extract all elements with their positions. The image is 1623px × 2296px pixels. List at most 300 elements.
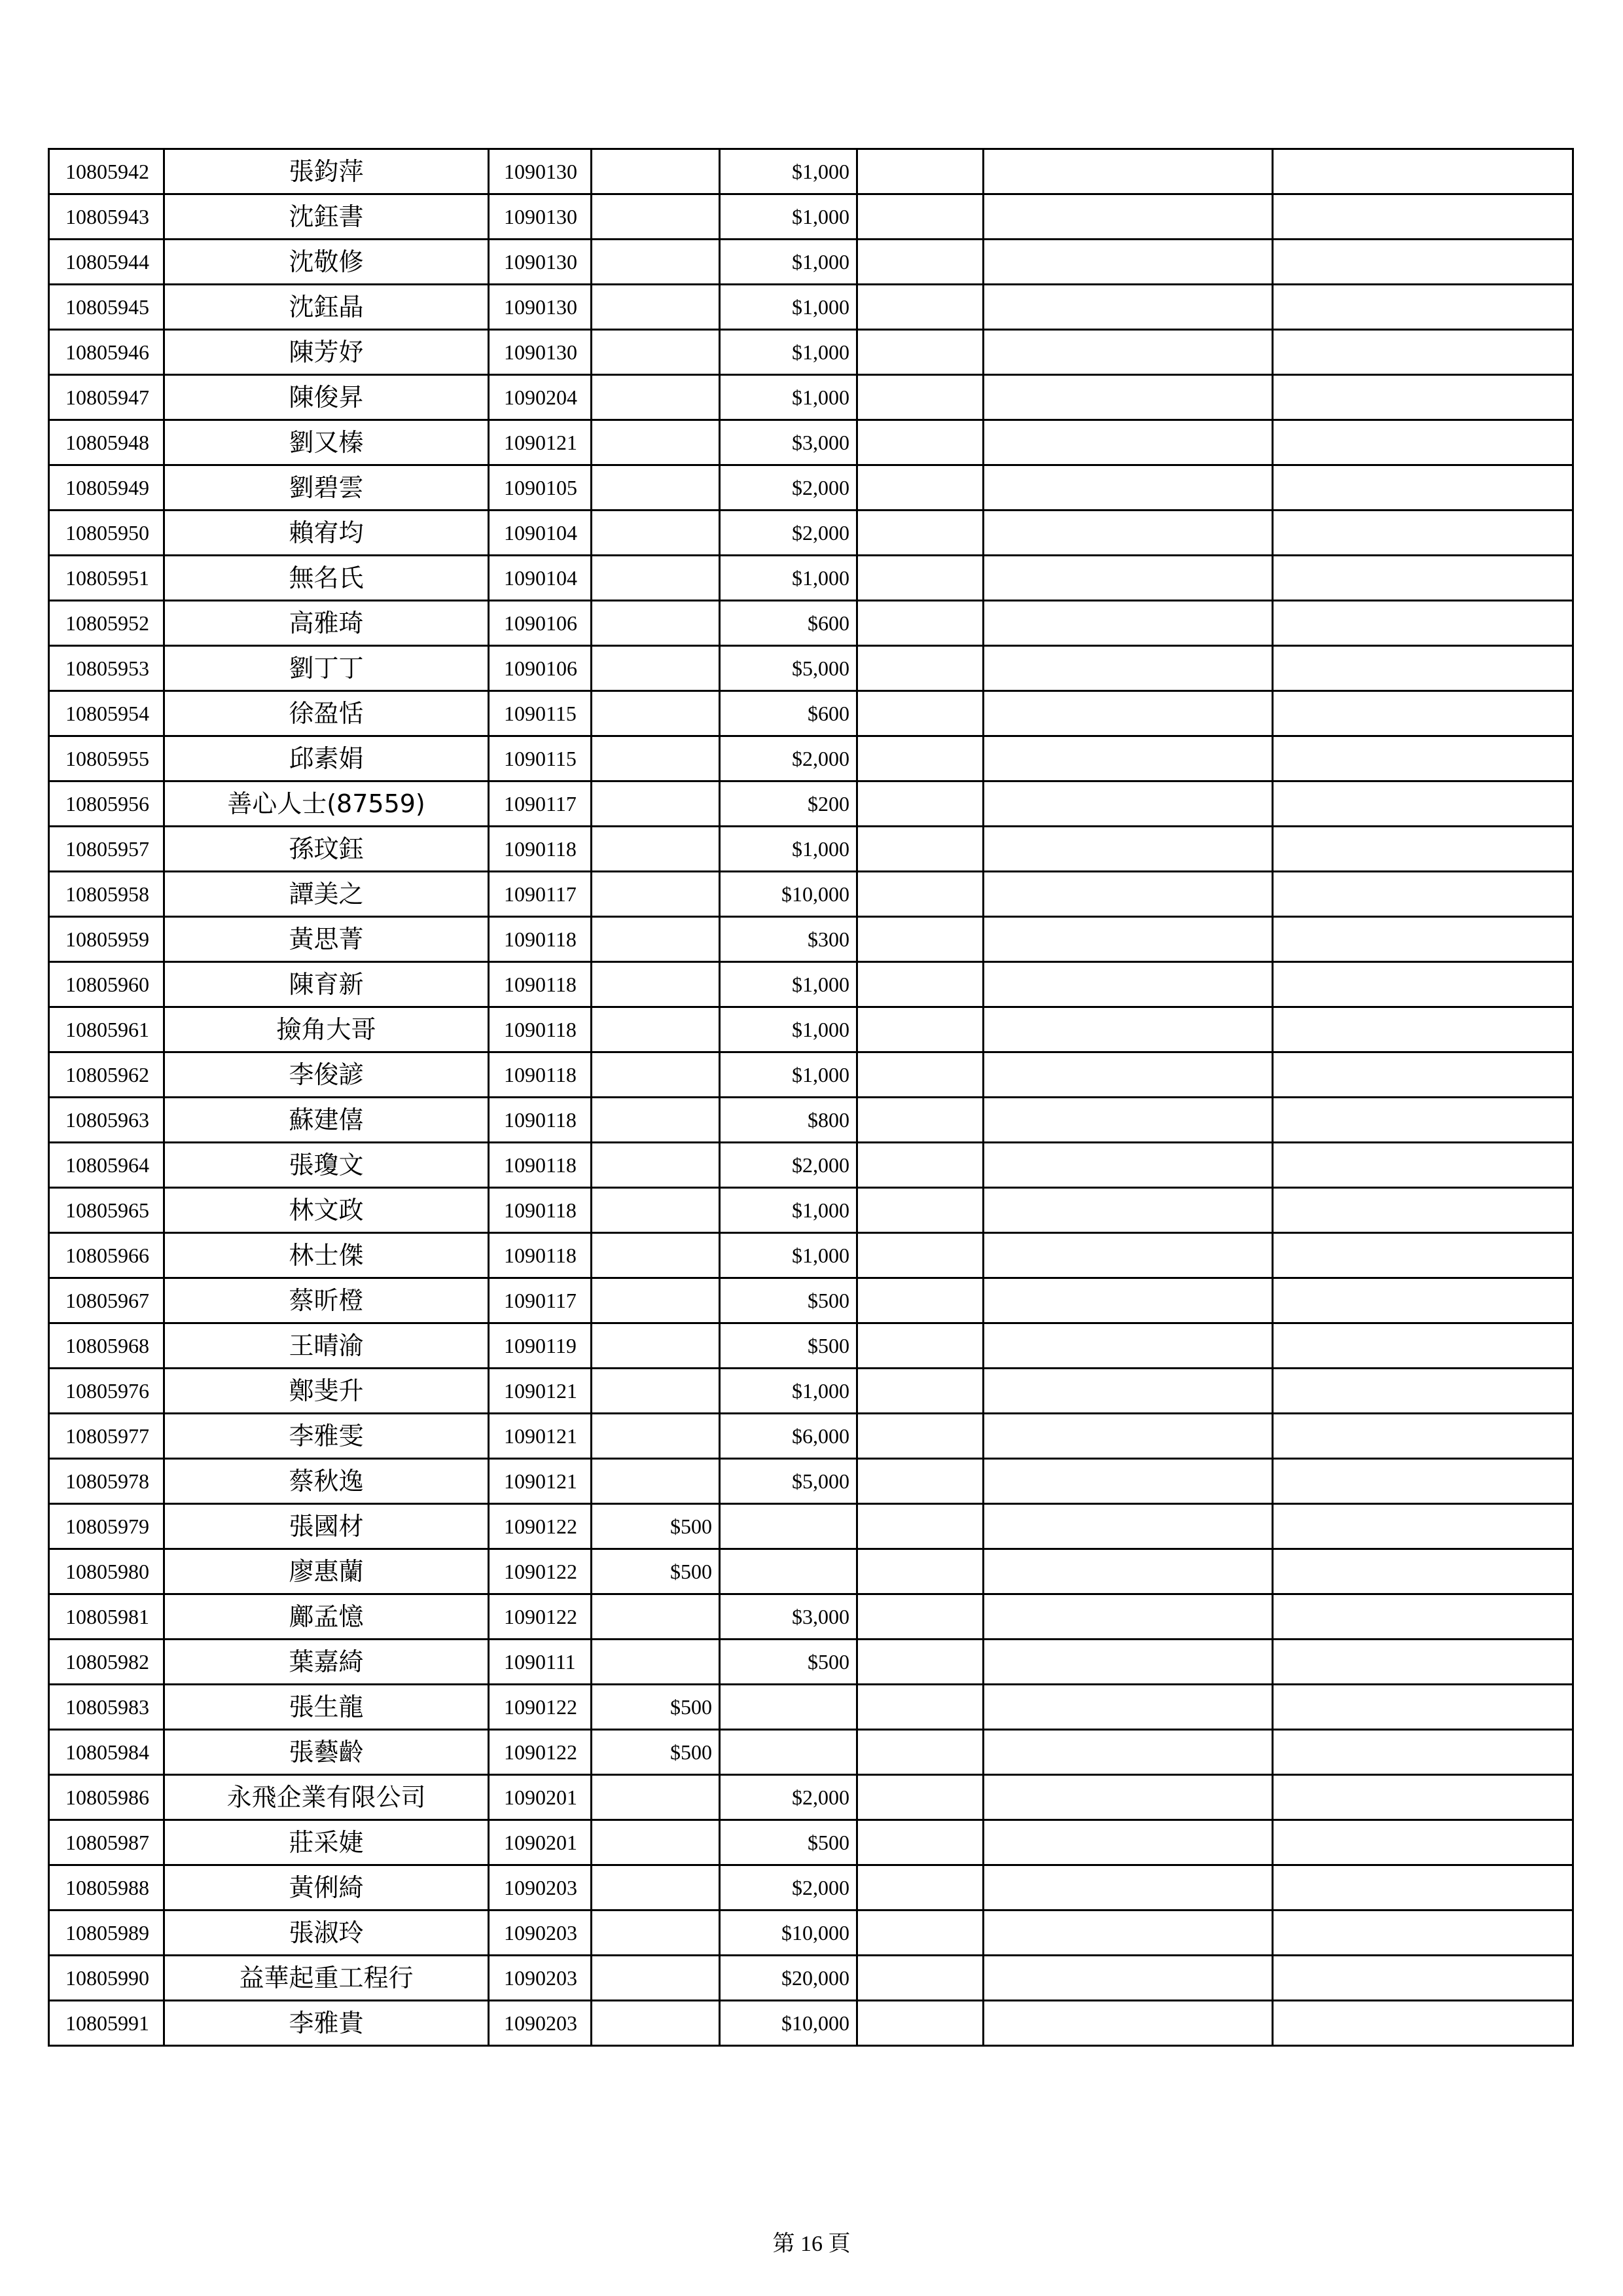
table-body [49, 149, 1573, 2046]
blank-cell [984, 149, 1273, 194]
donor-name-cell: 張國材 [164, 1504, 489, 1549]
amount-a-cell [592, 1098, 720, 1143]
receipt-number-cell: 10805960 [49, 962, 164, 1007]
date-cell: 1090106 [489, 601, 592, 646]
table-row [49, 149, 1573, 194]
blank-cell [857, 149, 984, 194]
donor-name-cell: 蔡秋逸 [164, 1459, 489, 1504]
table-row [49, 2001, 1573, 2046]
date-cell: 1090115 [489, 691, 592, 736]
receipt-number-cell: 10805947 [49, 375, 164, 420]
blank-cell [857, 962, 984, 1007]
date-cell: 1090130 [489, 194, 592, 240]
donor-name-cell: 黃俐綺 [164, 1865, 489, 1910]
receipt-number-cell: 10805976 [49, 1369, 164, 1414]
table-row [49, 1504, 1573, 1549]
donor-name-cell: 李俊諺 [164, 1052, 489, 1098]
blank-cell [984, 465, 1273, 511]
date-cell: 1090130 [489, 240, 592, 285]
receipt-number-cell: 10805952 [49, 601, 164, 646]
blank-cell [857, 872, 984, 917]
blank-cell [1273, 1233, 1573, 1278]
blank-cell [984, 781, 1273, 827]
amount-a-cell: $500 [592, 1504, 720, 1549]
receipt-number-cell: 10805991 [49, 2001, 164, 2046]
blank-cell [857, 465, 984, 511]
table-row [49, 194, 1573, 240]
blank-cell [857, 2001, 984, 2046]
receipt-number-cell: 10805984 [49, 1730, 164, 1775]
blank-cell [857, 194, 984, 240]
amount-b-cell: $2,000 [720, 736, 857, 781]
blank-cell [984, 601, 1273, 646]
blank-cell [857, 601, 984, 646]
donor-name-cell: 莊采婕 [164, 1820, 489, 1865]
receipt-number-cell: 10805983 [49, 1685, 164, 1730]
table-row [49, 736, 1573, 781]
date-cell: 1090118 [489, 1143, 592, 1188]
blank-cell [1273, 1910, 1573, 1956]
date-cell: 1090204 [489, 375, 592, 420]
amount-a-cell [592, 1910, 720, 1956]
blank-cell [857, 1278, 984, 1323]
blank-cell [984, 1098, 1273, 1143]
date-cell: 1090118 [489, 827, 592, 872]
amount-b-cell: $1,000 [720, 375, 857, 420]
amount-b-cell: $10,000 [720, 872, 857, 917]
table-row [49, 1323, 1573, 1369]
blank-cell [1273, 1369, 1573, 1414]
table-row [49, 1188, 1573, 1233]
amount-b-cell: $1,000 [720, 1188, 857, 1233]
receipt-number-cell: 10805959 [49, 917, 164, 962]
receipt-number-cell: 10805979 [49, 1504, 164, 1549]
blank-cell [1273, 1640, 1573, 1685]
receipt-number-cell: 10805980 [49, 1549, 164, 1594]
amount-b-cell: $1,000 [720, 149, 857, 194]
blank-cell [857, 646, 984, 691]
blank-cell [1273, 1098, 1573, 1143]
donor-name-cell: 譚美之 [164, 872, 489, 917]
blank-cell [984, 736, 1273, 781]
table-row [49, 1233, 1573, 1278]
date-cell: 1090121 [489, 1369, 592, 1414]
donor-name-cell: 張藝齡 [164, 1730, 489, 1775]
donor-name-cell: 張鈞萍 [164, 149, 489, 194]
blank-cell [1273, 465, 1573, 511]
amount-a-cell [592, 917, 720, 962]
amount-b-cell: $2,000 [720, 1143, 857, 1188]
amount-a-cell [592, 1956, 720, 2001]
date-cell: 1090117 [489, 781, 592, 827]
receipt-number-cell: 10805950 [49, 511, 164, 556]
date-cell: 1090111 [489, 1640, 592, 1685]
amount-a-cell [592, 1414, 720, 1459]
amount-a-cell [592, 1052, 720, 1098]
amount-b-cell: $500 [720, 1323, 857, 1369]
blank-cell [857, 1459, 984, 1504]
date-cell: 1090121 [489, 1414, 592, 1459]
receipt-number-cell: 10805988 [49, 1865, 164, 1910]
date-cell: 1090203 [489, 1910, 592, 1956]
donor-name-cell: 張瓊文 [164, 1143, 489, 1188]
amount-a-cell [592, 1640, 720, 1685]
table-row [49, 691, 1573, 736]
blank-cell [857, 511, 984, 556]
date-cell: 1090104 [489, 511, 592, 556]
date-cell: 1090203 [489, 1865, 592, 1910]
blank-cell [984, 556, 1273, 601]
blank-cell [1273, 781, 1573, 827]
amount-b-cell: $300 [720, 917, 857, 962]
amount-a-cell [592, 149, 720, 194]
receipt-number-cell: 10805954 [49, 691, 164, 736]
donor-name-cell: 李雅雯 [164, 1414, 489, 1459]
blank-cell [1273, 736, 1573, 781]
date-cell: 1090201 [489, 1820, 592, 1865]
blank-cell [857, 736, 984, 781]
blank-cell [1273, 330, 1573, 375]
amount-b-cell: $1,000 [720, 194, 857, 240]
amount-b-cell: $600 [720, 691, 857, 736]
date-cell: 1090118 [489, 1052, 592, 1098]
blank-cell [984, 1007, 1273, 1052]
table-row [49, 1820, 1573, 1865]
blank-cell [1273, 1730, 1573, 1775]
blank-cell [1273, 1820, 1573, 1865]
blank-cell [1273, 1504, 1573, 1549]
amount-a-cell [592, 1820, 720, 1865]
amount-a-cell [592, 601, 720, 646]
donor-name-cell: 蔡昕橙 [164, 1278, 489, 1323]
date-cell: 1090117 [489, 872, 592, 917]
table-row [49, 827, 1573, 872]
receipt-number-cell: 10805951 [49, 556, 164, 601]
blank-cell [984, 1504, 1273, 1549]
amount-b-cell: $1,000 [720, 1369, 857, 1414]
donor-name-cell: 李雅貴 [164, 2001, 489, 2046]
donor-name-cell: 沈鈺書 [164, 194, 489, 240]
blank-cell [1273, 827, 1573, 872]
donor-name-cell: 黃思菁 [164, 917, 489, 962]
date-cell: 1090122 [489, 1504, 592, 1549]
receipt-number-cell: 10805946 [49, 330, 164, 375]
donor-name-cell: 善心人士(87559) [164, 781, 489, 827]
amount-a-cell [592, 1143, 720, 1188]
blank-cell [1273, 556, 1573, 601]
donor-name-cell: 張生龍 [164, 1685, 489, 1730]
donor-name-cell: 徐盈恬 [164, 691, 489, 736]
receipt-number-cell: 10805987 [49, 1820, 164, 1865]
date-cell: 1090121 [489, 1459, 592, 1504]
blank-cell [984, 691, 1273, 736]
table-row [49, 285, 1573, 330]
donor-name-cell: 賴宥均 [164, 511, 489, 556]
donor-name-cell: 陳芳妤 [164, 330, 489, 375]
blank-cell [857, 1910, 984, 1956]
blank-cell [984, 194, 1273, 240]
receipt-number-cell: 10805955 [49, 736, 164, 781]
table-row [49, 1007, 1573, 1052]
amount-b-cell: $800 [720, 1098, 857, 1143]
blank-cell [1273, 917, 1573, 962]
amount-a-cell [592, 375, 720, 420]
blank-cell [984, 1594, 1273, 1640]
receipt-number-cell: 10805962 [49, 1052, 164, 1098]
blank-cell [984, 962, 1273, 1007]
amount-b-cell: $10,000 [720, 1910, 857, 1956]
blank-cell [1273, 1278, 1573, 1323]
donor-name-cell: 永飛企業有限公司 [164, 1775, 489, 1820]
date-cell: 1090118 [489, 962, 592, 1007]
amount-b-cell: $5,000 [720, 646, 857, 691]
blank-cell [1273, 2001, 1573, 2046]
amount-a-cell [592, 962, 720, 1007]
amount-b-cell: $500 [720, 1820, 857, 1865]
blank-cell [857, 1820, 984, 1865]
table-row [49, 420, 1573, 465]
donor-name-cell: 無名氏 [164, 556, 489, 601]
amount-a-cell [592, 1233, 720, 1278]
receipt-number-cell: 10805949 [49, 465, 164, 511]
blank-cell [857, 1369, 984, 1414]
table-row [49, 556, 1573, 601]
date-cell: 1090118 [489, 1233, 592, 1278]
blank-cell [984, 872, 1273, 917]
date-cell: 1090118 [489, 917, 592, 962]
blank-cell [857, 1143, 984, 1188]
table-row [49, 465, 1573, 511]
blank-cell [1273, 194, 1573, 240]
blank-cell [984, 1865, 1273, 1910]
amount-b-cell: $1,000 [720, 240, 857, 285]
donor-name-cell: 蘇建僖 [164, 1098, 489, 1143]
amount-a-cell [592, 285, 720, 330]
donor-name-cell: 林士傑 [164, 1233, 489, 1278]
blank-cell [857, 330, 984, 375]
table-row [49, 375, 1573, 420]
blank-cell [1273, 420, 1573, 465]
receipt-number-cell: 10805943 [49, 194, 164, 240]
donor-name-cell: 鄺孟憶 [164, 1594, 489, 1640]
amount-a-cell [592, 1865, 720, 1910]
blank-cell [857, 1323, 984, 1369]
receipt-number-cell: 10805964 [49, 1143, 164, 1188]
amount-b-cell: $2,000 [720, 1865, 857, 1910]
blank-cell [1273, 872, 1573, 917]
amount-a-cell [592, 1459, 720, 1504]
blank-cell [984, 1820, 1273, 1865]
amount-a-cell: $500 [592, 1685, 720, 1730]
receipt-number-cell: 10805966 [49, 1233, 164, 1278]
blank-cell [1273, 962, 1573, 1007]
donor-name-cell: 陳俊昇 [164, 375, 489, 420]
receipt-number-cell: 10805953 [49, 646, 164, 691]
blank-cell [984, 330, 1273, 375]
table-row [49, 240, 1573, 285]
blank-cell [857, 285, 984, 330]
donor-name-cell: 益華起重工程行 [164, 1956, 489, 2001]
blank-cell [1273, 1594, 1573, 1640]
amount-b-cell: $6,000 [720, 1414, 857, 1459]
blank-cell [1273, 1549, 1573, 1594]
blank-cell [1273, 646, 1573, 691]
amount-a-cell [592, 1594, 720, 1640]
amount-b-cell: $500 [720, 1278, 857, 1323]
amount-b-cell: $1,000 [720, 285, 857, 330]
blank-cell [857, 1594, 984, 1640]
blank-cell [857, 1956, 984, 2001]
blank-cell [984, 1640, 1273, 1685]
date-cell: 1090118 [489, 1188, 592, 1233]
date-cell: 1090130 [489, 149, 592, 194]
blank-cell [857, 781, 984, 827]
donor-name-cell: 沈敬修 [164, 240, 489, 285]
blank-cell [984, 1775, 1273, 1820]
amount-a-cell: $500 [592, 1549, 720, 1594]
blank-cell [984, 1188, 1273, 1233]
donor-name-cell: 林文政 [164, 1188, 489, 1233]
table-row [49, 917, 1573, 962]
blank-cell [984, 646, 1273, 691]
amount-a-cell [592, 194, 720, 240]
receipt-number-cell: 10805948 [49, 420, 164, 465]
amount-b-cell: $500 [720, 1640, 857, 1685]
donor-name-cell: 葉嘉綺 [164, 1640, 489, 1685]
table-row [49, 781, 1573, 827]
donor-name-cell: 鄭斐升 [164, 1369, 489, 1414]
blank-cell [1273, 1188, 1573, 1233]
blank-cell [1273, 1143, 1573, 1188]
blank-cell [984, 1910, 1273, 1956]
blank-cell [984, 1323, 1273, 1369]
date-cell: 1090130 [489, 330, 592, 375]
date-cell: 1090105 [489, 465, 592, 511]
amount-b-cell: $20,000 [720, 1956, 857, 2001]
receipt-number-cell: 10805965 [49, 1188, 164, 1233]
blank-cell [1273, 1685, 1573, 1730]
amount-a-cell [592, 1188, 720, 1233]
receipt-number-cell: 10805989 [49, 1910, 164, 1956]
blank-cell [857, 240, 984, 285]
blank-cell [857, 1007, 984, 1052]
donor-name-cell: 孫玟鈺 [164, 827, 489, 872]
table-row [49, 1865, 1573, 1910]
amount-b-cell: $2,000 [720, 1775, 857, 1820]
amount-a-cell [592, 330, 720, 375]
table-row [49, 1640, 1573, 1685]
blank-cell [984, 1956, 1273, 2001]
donor-name-cell: 邱素娟 [164, 736, 489, 781]
blank-cell [984, 1414, 1273, 1459]
blank-cell [984, 285, 1273, 330]
blank-cell [1273, 511, 1573, 556]
amount-a-cell [592, 1007, 720, 1052]
blank-cell [984, 1685, 1273, 1730]
blank-cell [1273, 1775, 1573, 1820]
donor-name-cell: 廖惠蘭 [164, 1549, 489, 1594]
amount-a-cell: $500 [592, 1730, 720, 1775]
table-row [49, 1730, 1573, 1775]
blank-cell [857, 1188, 984, 1233]
amount-b-cell: $200 [720, 781, 857, 827]
date-cell: 1090118 [489, 1007, 592, 1052]
blank-cell [984, 1278, 1273, 1323]
amount-a-cell [592, 465, 720, 511]
date-cell: 1090122 [489, 1549, 592, 1594]
blank-cell [984, 420, 1273, 465]
amount-a-cell [592, 2001, 720, 2046]
amount-b-cell: $10,000 [720, 2001, 857, 2046]
date-cell: 1090203 [489, 2001, 592, 2046]
receipt-number-cell: 10805944 [49, 240, 164, 285]
amount-a-cell [592, 781, 720, 827]
amount-a-cell [592, 1323, 720, 1369]
amount-a-cell [592, 511, 720, 556]
amount-b-cell: $600 [720, 601, 857, 646]
table-row [49, 1910, 1573, 1956]
table-row [49, 1098, 1573, 1143]
table-row [49, 962, 1573, 1007]
blank-cell [984, 827, 1273, 872]
amount-b-cell: $1,000 [720, 1233, 857, 1278]
receipt-number-cell: 10805977 [49, 1414, 164, 1459]
donor-name-cell: 劉丁丁 [164, 646, 489, 691]
blank-cell [857, 1233, 984, 1278]
table-row [49, 1549, 1573, 1594]
page-number: 第 16 頁 [772, 2232, 851, 2256]
donor-name-cell: 劉又榛 [164, 420, 489, 465]
blank-cell [857, 1098, 984, 1143]
receipt-number-cell: 10805986 [49, 1775, 164, 1820]
date-cell: 1090122 [489, 1685, 592, 1730]
amount-a-cell [592, 691, 720, 736]
table-row [49, 872, 1573, 917]
date-cell: 1090119 [489, 1323, 592, 1369]
blank-cell [1273, 1414, 1573, 1459]
receipt-number-cell: 10805945 [49, 285, 164, 330]
receipt-number-cell: 10805981 [49, 1594, 164, 1640]
blank-cell [1273, 1459, 1573, 1504]
blank-cell [1273, 1323, 1573, 1369]
amount-b-cell: $3,000 [720, 1594, 857, 1640]
table-row [49, 1278, 1573, 1323]
table-row [49, 646, 1573, 691]
blank-cell [857, 375, 984, 420]
blank-cell [984, 1730, 1273, 1775]
amount-a-cell [592, 872, 720, 917]
receipt-number-cell: 10805958 [49, 872, 164, 917]
table-row [49, 1369, 1573, 1414]
amount-a-cell [592, 736, 720, 781]
table-row [49, 1594, 1573, 1640]
receipt-number-cell: 10805967 [49, 1278, 164, 1323]
blank-cell [857, 1685, 984, 1730]
blank-cell [857, 691, 984, 736]
date-cell: 1090118 [489, 1098, 592, 1143]
receipt-number-cell: 10805968 [49, 1323, 164, 1369]
date-cell: 1090201 [489, 1775, 592, 1820]
amount-b-cell: $1,000 [720, 827, 857, 872]
blank-cell [984, 1369, 1273, 1414]
blank-cell [984, 1549, 1273, 1594]
amount-a-cell [592, 1369, 720, 1414]
blank-cell [857, 1549, 984, 1594]
amount-a-cell [592, 827, 720, 872]
blank-cell [857, 420, 984, 465]
amount-b-cell: $1,000 [720, 1052, 857, 1098]
table-row [49, 1775, 1573, 1820]
